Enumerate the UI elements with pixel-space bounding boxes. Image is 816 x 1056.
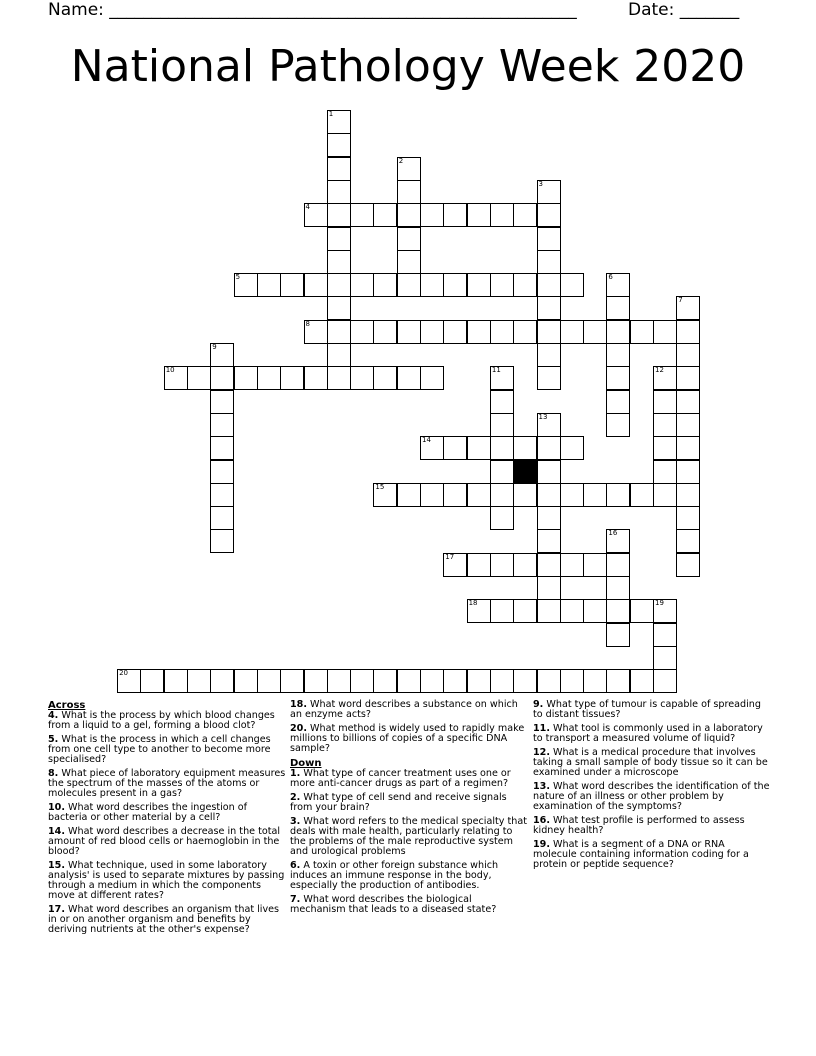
grid-cell[interactable] [537,599,561,623]
clue-down [533,724,771,744]
down-heading: Down [290,758,322,769]
grid-cell[interactable] [676,506,700,530]
grid-cell[interactable] [513,483,537,507]
grid-cell[interactable] [467,436,491,460]
grid-cell[interactable] [537,529,561,553]
grid-cell[interactable] [210,366,234,390]
grid-cell[interactable] [420,203,444,227]
grid-cell[interactable] [467,320,491,344]
grid-cell[interactable] [234,273,258,297]
grid-cell[interactable] [443,436,467,460]
grid-cell[interactable] [606,623,630,647]
grid-cell[interactable] [327,157,351,181]
grid-cell[interactable] [513,203,537,227]
grid-cell[interactable] [420,436,444,460]
clue-text: What test profile is performed to assess kidney health? [533,815,745,836]
grid-cell[interactable] [420,320,444,344]
grid-cell[interactable] [210,669,234,693]
clue-number: 5. [48,734,59,745]
clue-text: What technique, used in some laboratory analysis' is used to separate mixtures by passing through a medium in which the components move at different rates? [48,860,285,901]
grid-cell[interactable] [210,483,234,507]
clue-text: What is a medical procedure that involves taking a small sample of body tissue so it can be examined under a microscope [533,747,768,778]
grid-cell[interactable] [327,203,351,227]
grid-cell[interactable] [537,296,561,320]
grid-cell[interactable] [350,320,374,344]
grid-cell[interactable] [490,553,514,577]
clue-down [290,793,528,813]
clue-text: What type of cell send and receive signals from your brain? [290,792,507,813]
clue-number: 17. [48,904,65,915]
grid-cell[interactable] [327,133,351,157]
grid-cell[interactable] [653,390,677,414]
clue-number: 3. [290,816,301,827]
grid-cell[interactable] [140,669,164,693]
grid-cell[interactable] [676,320,700,344]
clue-text: What word refers to the medical specialty that deals with male health, particularly relating to the problems of the male reproductive system and urological problems [290,816,527,857]
grid-cell[interactable] [583,320,607,344]
grid-cell[interactable] [443,320,467,344]
grid-cell[interactable] [513,436,537,460]
cell-number: 16 [608,529,618,538]
grid-cell[interactable] [397,227,421,251]
clue-number: 20. [290,723,307,734]
grid-cell[interactable] [397,180,421,204]
grid-cell[interactable] [537,460,561,484]
grid-cell[interactable] [537,436,561,460]
grid-cell[interactable] [537,576,561,600]
clue-across [48,803,286,823]
grid-cell[interactable] [606,529,630,553]
clue-number: 12. [533,747,550,758]
grid-cell[interactable] [490,390,514,414]
cell-number: 18 [468,599,478,608]
grid-cell[interactable] [467,553,491,577]
grid-cell[interactable] [373,669,397,693]
grid-cell[interactable] [304,273,328,297]
grid-cell[interactable] [583,669,607,693]
grid-cell[interactable] [210,506,234,530]
grid-cell[interactable] [420,273,444,297]
clue-number: 4. [48,710,59,721]
grid-cell[interactable] [327,273,351,297]
grid-cell[interactable] [653,623,677,647]
grid-cell[interactable] [490,483,514,507]
clue-across [48,769,286,799]
grid-cell[interactable] [490,413,514,437]
grid-cell[interactable] [467,203,491,227]
grid-cell[interactable] [513,273,537,297]
clue-down [533,816,771,836]
grid-cell[interactable] [560,669,584,693]
grid-cell[interactable] [606,483,630,507]
grid-cell[interactable] [653,366,677,390]
cell-number: 1 [328,110,334,118]
clue-across [48,861,286,901]
grid-cell[interactable] [630,669,654,693]
date-line[interactable]: Date: _______ [628,0,740,20]
grid-cell[interactable] [327,110,351,134]
grid-cell[interactable] [280,273,304,297]
grid-cell[interactable] [257,273,281,297]
grid-cell[interactable] [490,669,514,693]
clue-number: 6. [290,860,301,871]
clue-down [533,700,771,720]
grid-cell[interactable] [443,203,467,227]
clues-column-2 [290,700,528,919]
grid-cell[interactable] [164,366,188,390]
grid-cell[interactable] [676,553,700,577]
clue-number: 19. [533,839,550,850]
grid-cell[interactable] [397,273,421,297]
grid-cell[interactable] [653,669,677,693]
cell-number: 3 [538,179,543,188]
grid-cell[interactable] [653,460,677,484]
grid-cell[interactable] [327,180,351,204]
grid-cell[interactable] [560,320,584,344]
grid-cell[interactable] [560,553,584,577]
grid-cell[interactable] [210,460,234,484]
clue-across [48,827,286,857]
cell-number: 17 [445,552,455,561]
grid-cell[interactable] [373,366,397,390]
cell-number: 8 [305,319,310,328]
grid-cell[interactable] [210,413,234,437]
grid-cell[interactable] [653,320,677,344]
grid-cell[interactable] [606,390,630,414]
grid-cell[interactable] [676,483,700,507]
grid-cell[interactable] [210,343,234,367]
grid-cell[interactable] [210,390,234,414]
clue-number: 10. [48,802,65,813]
clue-across [48,735,286,765]
grid-cell[interactable] [537,669,561,693]
grid-cell[interactable] [467,669,491,693]
cell-number: 20 [119,669,129,678]
page-title: National Pathology Week 2020 [70,41,746,92]
cell-number: 12 [655,366,664,375]
grid-cell[interactable] [630,320,654,344]
grid-cell[interactable] [653,436,677,460]
clue-text: What method is widely used to rapidly make millions to billions of copies of a specific DNA sample? [290,723,525,754]
across-heading: Across [48,700,86,711]
grid-cell[interactable] [397,250,421,274]
grid-cell[interactable] [537,320,561,344]
grid-cell[interactable] [350,366,374,390]
grid-cell[interactable] [327,366,351,390]
grid-cell[interactable] [606,320,630,344]
grid-cell[interactable] [630,483,654,507]
grid-cell[interactable] [210,436,234,460]
cell-number: 15 [375,482,385,491]
grid-cell[interactable] [676,390,700,414]
grid-cell[interactable] [187,669,211,693]
grid-cell[interactable] [490,506,514,530]
cell-number: 14 [422,436,431,445]
clue-number: 11. [533,723,550,734]
grid-cell[interactable] [583,483,607,507]
grid-cell[interactable] [513,553,537,577]
clue-down [533,840,771,870]
clue-number: 14. [48,826,65,837]
grid-cell[interactable] [443,273,467,297]
grid-cell[interactable] [583,553,607,577]
grid-cell[interactable] [653,483,677,507]
clue-down [533,782,771,812]
clue-number: 2. [290,792,301,803]
grid-cell[interactable] [606,576,630,600]
grid-cell[interactable] [583,599,607,623]
grid-cell[interactable] [443,483,467,507]
clue-down [290,861,528,891]
grid-cell[interactable] [676,460,700,484]
grid-cell[interactable] [490,366,514,390]
clue-across [48,905,286,935]
grid-cell[interactable] [397,157,421,181]
grid-cell[interactable] [187,366,211,390]
grid-cell[interactable] [490,599,514,623]
grid-cell[interactable] [606,669,630,693]
grid-cell[interactable] [373,320,397,344]
clue-down [290,769,528,789]
cell-number: 2 [398,156,404,165]
grid-cell[interactable] [373,203,397,227]
clues-column-1 [48,700,286,939]
grid-cell[interactable] [304,320,328,344]
grid-cell[interactable] [257,669,281,693]
grid-cell[interactable] [490,203,514,227]
grid-cell[interactable] [513,320,537,344]
grid-cell[interactable] [420,366,444,390]
grid-cell[interactable] [606,599,630,623]
cell-number: 11 [491,366,501,375]
grid-cell[interactable] [653,599,677,623]
grid-cell[interactable] [443,669,467,693]
clue-text: What word describes the identification of the nature of an illness or other problem by examination of the symptoms? [533,781,770,812]
grid-cell[interactable] [443,553,467,577]
grid-cell[interactable] [537,180,561,204]
grid-cell[interactable] [537,203,561,227]
grid-cell[interactable] [676,296,700,320]
grid-cell[interactable] [606,343,630,367]
grid-cell[interactable] [420,669,444,693]
grid-cell[interactable] [537,506,561,530]
grid-cell[interactable] [373,483,397,507]
grid-cell[interactable] [420,483,444,507]
grid-cell[interactable] [327,227,351,251]
cell-number: 19 [655,599,664,608]
clue-down [290,895,528,915]
grid-cell[interactable] [490,273,514,297]
grid-cell[interactable] [490,436,514,460]
grid-cell[interactable] [676,413,700,437]
grid-cell[interactable] [513,669,537,693]
grid-cell[interactable] [606,273,630,297]
clue-number: 16. [533,815,550,826]
grid-cell[interactable] [560,483,584,507]
clue-text: What word describes a substance on which an enzyme acts? [290,699,518,720]
clue-text: What is the process by which blood changes from a liquid to a gel, forming a blood clot? [48,710,275,731]
grid-cell[interactable] [606,553,630,577]
cell-number: 6 [608,273,613,282]
grid-cell[interactable] [397,483,421,507]
clue-text: What word describes the biological mechanism that leads to a diseased state? [290,894,497,915]
grid-cell[interactable] [560,599,584,623]
grid-cell[interactable] [397,669,421,693]
grid-cell[interactable] [373,273,397,297]
clue-text: What is the process in which a cell changes from one cell type to another to become more specialised? [48,734,271,765]
grid-cell[interactable] [117,669,141,693]
clue-text: What tool is commonly used in a laboratory to transport a measured volume of liquid? [533,723,763,744]
grid-cell[interactable] [537,413,561,437]
clue-text: What word describes an organism that lives in or on another organism and benefits by deriving nutrients at the other's expense? [48,904,280,935]
grid-cell[interactable] [350,203,374,227]
clue-across [290,724,528,754]
grid-cell[interactable] [327,343,351,367]
cell-number: 9 [212,343,217,351]
grid-cell[interactable] [537,366,561,390]
name-line[interactable]: Name: _______________________________________________________ [48,0,577,20]
grid-cell[interactable] [304,669,328,693]
clue-text: A toxin or other foreign substance which induces an immune response in the body, especially the production of antibodies. [290,860,499,891]
cell-number: 4 [305,203,310,212]
cell-number: 5 [235,273,241,282]
clue-number: 18. [290,699,307,710]
clue-text: What is a segment of a DNA or RNA molecule containing information coding for a protein or peptide sequence? [533,839,749,870]
black-cell [513,460,537,484]
grid-cell[interactable] [257,366,281,390]
grid-cell[interactable] [606,296,630,320]
grid-cell[interactable] [513,599,537,623]
grid-cell[interactable] [606,413,630,437]
clue-text: What word describes a decrease in the total amount of red blood cells or haemoglobin in the blood? [48,826,281,857]
grid-cell[interactable] [676,366,700,390]
grid-cell[interactable] [397,366,421,390]
grid-cell[interactable] [280,669,304,693]
grid-cell[interactable] [630,599,654,623]
grid-cell[interactable] [676,436,700,460]
clue-text: What piece of laboratory equipment measures the spectrum of the masses of the atoms or molecules present in a gas? [48,768,286,799]
grid-cell[interactable] [164,669,188,693]
clue-number: 9. [533,699,544,710]
grid-cell[interactable] [327,320,351,344]
grid-cell[interactable] [327,669,351,693]
grid-cell[interactable] [537,553,561,577]
clue-across [290,700,528,720]
grid-cell[interactable] [210,529,234,553]
cell-number: 7 [678,296,683,305]
grid-cell[interactable] [653,413,677,437]
grid-cell[interactable] [490,460,514,484]
clue-text: What type of cancer treatment uses one or more anti-cancer drugs as part of a regimen? [290,768,511,789]
grid-cell[interactable] [397,203,421,227]
clue-number: 13. [533,781,550,792]
grid-cell[interactable] [327,250,351,274]
grid-cell[interactable] [467,599,491,623]
clue-across [48,711,286,731]
grid-cell[interactable] [467,483,491,507]
grid-cell[interactable] [676,529,700,553]
grid-cell[interactable] [560,436,584,460]
grid-cell[interactable] [537,483,561,507]
grid-cell[interactable] [304,366,328,390]
grid-cell[interactable] [537,250,561,274]
cell-number: 13 [538,412,548,421]
grid-cell[interactable] [327,296,351,320]
grid-cell[interactable] [350,669,374,693]
clue-number: 1. [290,768,301,779]
grid-cell[interactable] [537,273,561,297]
clue-number: 15. [48,860,65,871]
grid-cell[interactable] [606,366,630,390]
grid-cell[interactable] [676,343,700,367]
clue-down [533,748,771,778]
grid-cell[interactable] [653,646,677,670]
clue-number: 7. [290,894,301,905]
clue-down [290,817,528,857]
grid-cell[interactable] [490,320,514,344]
grid-cell[interactable] [397,320,421,344]
grid-cell[interactable] [350,273,374,297]
grid-cell[interactable] [467,273,491,297]
cell-number: 10 [165,366,175,375]
clue-text: What type of tumour is capable of spreading to distant tissues? [533,699,761,720]
clues-column-3 [533,700,771,874]
grid-cell[interactable] [304,203,328,227]
clue-text: What word describes the ingestion of bacteria or other material by a cell? [48,802,248,823]
grid-cell[interactable] [280,366,304,390]
grid-cell[interactable] [537,343,561,367]
grid-cell[interactable] [234,366,258,390]
grid-cell[interactable] [537,227,561,251]
grid-cell[interactable] [560,273,584,297]
grid-cell[interactable] [234,669,258,693]
clue-number: 8. [48,768,59,779]
